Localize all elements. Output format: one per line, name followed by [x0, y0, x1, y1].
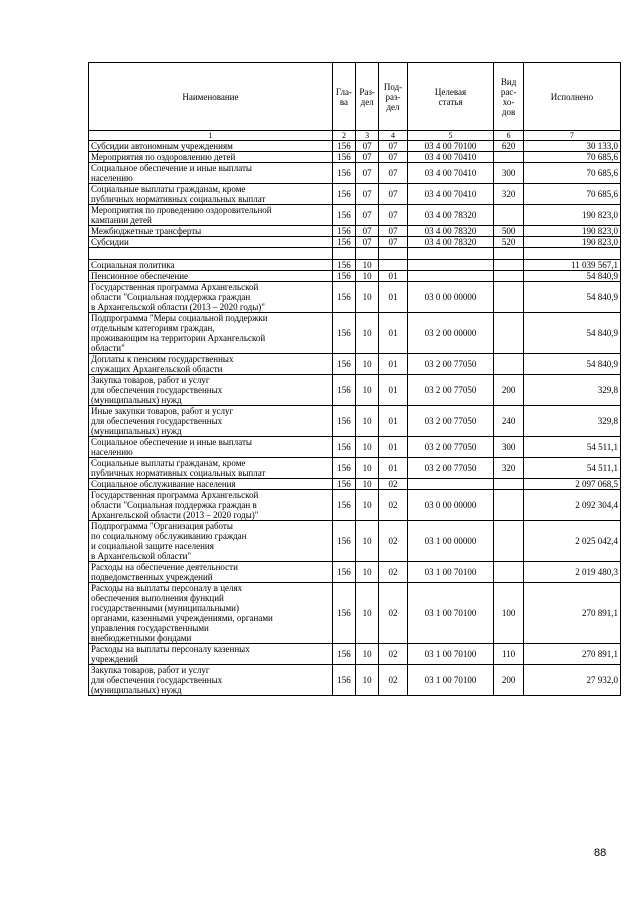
cell-razdel: 10 [356, 562, 379, 583]
header-razdel: Раз- дел [356, 63, 379, 131]
cell-done: 70 685,6 [523, 163, 620, 184]
cell-glava: 156 [332, 152, 355, 163]
cell-name: Социальное обеспечение и иные выплаты населению [89, 163, 333, 184]
cell-target [407, 271, 494, 282]
cell-vid [494, 490, 524, 521]
cell-target: 03 2 00 00000 [407, 313, 494, 354]
cell-name: Социальные выплаты гражданам, кроме публичных нормативных социальных выплат [89, 184, 333, 205]
cell-podrazdel: 01 [379, 458, 408, 479]
header-glava: Гла- ва [332, 63, 355, 131]
cell-glava: 156 [332, 437, 355, 458]
cell-podrazdel: 07 [379, 163, 408, 184]
cell-done: 270 891,1 [523, 644, 620, 665]
cell-podrazdel: 01 [379, 313, 408, 354]
table-row [89, 141, 621, 152]
cell-target [407, 260, 494, 271]
cell-razdel: 10 [356, 375, 379, 406]
cell-name: Подпрограмма "Меры социальной поддержки отдельным категориям граждан, проживающим на территории Архангельской области" [89, 313, 333, 354]
cell-podrazdel: 01 [379, 282, 408, 313]
cell-glava: 156 [332, 184, 355, 205]
cell-glava: 156 [332, 205, 355, 226]
column-number: 1 [89, 131, 333, 141]
cell-podrazdel: 01 [379, 375, 408, 406]
cell-done: 54 840,9 [523, 354, 620, 375]
cell-glava: 156 [332, 458, 355, 479]
table-row [89, 354, 621, 375]
table-row [89, 237, 621, 248]
cell-razdel: 10 [356, 260, 379, 271]
cell-glava: 156 [332, 375, 355, 406]
cell-done: 30 133,0 [523, 141, 620, 152]
cell-done: 54 840,9 [523, 282, 620, 313]
cell-razdel: 10 [356, 644, 379, 665]
cell-glava: 156 [332, 282, 355, 313]
cell-name: Пенсионное обеспечение [89, 271, 333, 282]
cell-done: 54 840,9 [523, 313, 620, 354]
table-row [89, 479, 621, 490]
cell-name: Расходы на выплаты персоналу в целях обеспечения выполнения функций государственными (муниципальными) органами, казенными учреждениями, органами управления государственными внебюджетными фондами [89, 583, 333, 644]
cell-done: 190 823,0 [523, 205, 620, 226]
cell-vid: 240 [494, 406, 524, 437]
cell-glava: 156 [332, 163, 355, 184]
header-done: Исполнено [523, 63, 620, 131]
cell-name: Субсидии автономным учреждениям [89, 141, 333, 152]
cell-name: Мероприятия по оздоровлению детей [89, 152, 333, 163]
cell-vid [494, 271, 524, 282]
cell-name: Иные закупки товаров, работ и услуг для обеспечения государственных (муниципальных) нужд [89, 406, 333, 437]
cell-razdel: 10 [356, 583, 379, 644]
table-row [89, 583, 621, 644]
cell-target: 03 4 00 70100 [407, 141, 494, 152]
cell-podrazdel: 01 [379, 354, 408, 375]
cell-name: Межбюджетные трансферты [89, 226, 333, 237]
table-row [89, 163, 621, 184]
cell-target: 03 2 00 77050 [407, 458, 494, 479]
cell-glava: 156 [332, 562, 355, 583]
cell-razdel: 10 [356, 458, 379, 479]
cell-vid [494, 562, 524, 583]
cell-done: 11 039 567,1 [523, 260, 620, 271]
cell-vid [494, 521, 524, 562]
table-header-row [89, 63, 621, 131]
cell-razdel: 10 [356, 665, 379, 696]
table-row [89, 205, 621, 226]
cell-razdel: 10 [356, 313, 379, 354]
header-target: Целевая статья [407, 63, 494, 131]
header-name: Наименование [89, 63, 333, 131]
cell-glava: 156 [332, 583, 355, 644]
cell-target: 03 0 00 00000 [407, 490, 494, 521]
cell-target: 03 0 00 00000 [407, 282, 494, 313]
cell-done: 2 092 304,4 [523, 490, 620, 521]
table-row [89, 644, 621, 665]
cell-name: Социальное обеспечение и иные выплаты населению [89, 437, 333, 458]
cell-name: Подпрограмма "Организация работы по социальному обслуживанию граждан и социальной защите населения в Архангельской области" [89, 521, 333, 562]
cell-glava: 156 [332, 521, 355, 562]
cell-done: 190 823,0 [523, 226, 620, 237]
cell-target [407, 479, 494, 490]
table-row [89, 521, 621, 562]
cell-glava: 156 [332, 479, 355, 490]
cell-vid [494, 479, 524, 490]
cell-glava [332, 248, 355, 260]
table-row [89, 665, 621, 696]
cell-target: 03 1 00 70100 [407, 583, 494, 644]
cell-glava: 156 [332, 237, 355, 248]
cell-target: 03 4 00 70410 [407, 184, 494, 205]
cell-vid [494, 205, 524, 226]
table-row [89, 458, 621, 479]
cell-razdel: 10 [356, 479, 379, 490]
cell-razdel: 10 [356, 406, 379, 437]
column-number: 3 [356, 131, 379, 141]
cell-name: Закупка товаров, работ и услуг для обеспечения государственных (муниципальных) нужд [89, 375, 333, 406]
cell-name: Социальное обслуживание населения [89, 479, 333, 490]
cell-vid: 520 [494, 237, 524, 248]
cell-razdel: 10 [356, 490, 379, 521]
cell-done: 2 019 480,3 [523, 562, 620, 583]
cell-name: Социальная политика [89, 260, 333, 271]
table-body [89, 141, 621, 696]
page-number: 88 [594, 847, 607, 859]
cell-name: Расходы на выплаты персоналу казенных учреждений [89, 644, 333, 665]
budget-table [88, 62, 621, 696]
cell-podrazdel: 01 [379, 437, 408, 458]
cell-glava: 156 [332, 141, 355, 152]
table-row [89, 282, 621, 313]
cell-podrazdel: 07 [379, 205, 408, 226]
cell-podrazdel: 07 [379, 152, 408, 163]
cell-podrazdel: 01 [379, 406, 408, 437]
cell-glava: 156 [332, 313, 355, 354]
column-number: 7 [523, 131, 620, 141]
cell-vid: 320 [494, 458, 524, 479]
cell-target: 03 2 00 77050 [407, 437, 494, 458]
cell-target: 03 1 00 70100 [407, 665, 494, 696]
cell-vid [494, 260, 524, 271]
column-number: 6 [494, 131, 524, 141]
cell-done: 2 097 068,5 [523, 479, 620, 490]
cell-vid [494, 354, 524, 375]
header-podrazdel: Под- раз- дел [379, 63, 408, 131]
cell-podrazdel: 02 [379, 562, 408, 583]
cell-glava: 156 [332, 490, 355, 521]
cell-glava: 156 [332, 665, 355, 696]
cell-razdel [356, 248, 379, 260]
cell-glava: 156 [332, 644, 355, 665]
table-row [89, 375, 621, 406]
cell-done: 2 025 042,4 [523, 521, 620, 562]
cell-done: 70 685,6 [523, 152, 620, 163]
cell-target [407, 248, 494, 260]
cell-razdel: 07 [356, 226, 379, 237]
cell-vid [494, 282, 524, 313]
table-row [89, 184, 621, 205]
cell-vid [494, 248, 524, 260]
cell-name: Доплаты к пенсиям государственных служащих Архангельской области [89, 354, 333, 375]
cell-podrazdel [379, 260, 408, 271]
cell-done: 27 932,0 [523, 665, 620, 696]
cell-podrazdel: 07 [379, 141, 408, 152]
cell-name: Мероприятия по проведению оздоровительной кампании детей [89, 205, 333, 226]
cell-vid [494, 152, 524, 163]
cell-podrazdel: 02 [379, 665, 408, 696]
cell-podrazdel: 02 [379, 583, 408, 644]
cell-done: 329,8 [523, 406, 620, 437]
cell-vid: 300 [494, 163, 524, 184]
table-row [89, 562, 621, 583]
cell-razdel: 10 [356, 354, 379, 375]
cell-vid: 500 [494, 226, 524, 237]
cell-podrazdel: 07 [379, 184, 408, 205]
cell-done: 54 511,1 [523, 437, 620, 458]
cell-vid: 300 [494, 437, 524, 458]
cell-name: Государственная программа Архангельской области "Социальная поддержка граждан в Архангельской области (2013 – 2020 годы)" [89, 282, 333, 313]
cell-vid: 200 [494, 665, 524, 696]
cell-glava: 156 [332, 406, 355, 437]
table-row [89, 248, 621, 260]
cell-razdel: 07 [356, 163, 379, 184]
cell-podrazdel: 07 [379, 226, 408, 237]
cell-razdel: 07 [356, 205, 379, 226]
cell-razdel: 10 [356, 282, 379, 313]
header-vid: Вид рас- хо- дов [494, 63, 524, 131]
cell-done: 70 685,6 [523, 184, 620, 205]
cell-glava: 156 [332, 271, 355, 282]
cell-podrazdel: 07 [379, 237, 408, 248]
cell-razdel: 07 [356, 152, 379, 163]
cell-vid: 320 [494, 184, 524, 205]
table-row [89, 490, 621, 521]
cell-vid [494, 313, 524, 354]
cell-done [523, 248, 620, 260]
cell-done: 54 840,9 [523, 271, 620, 282]
cell-podrazdel: 02 [379, 479, 408, 490]
column-number-row [89, 131, 621, 141]
cell-vid: 620 [494, 141, 524, 152]
cell-podrazdel: 01 [379, 271, 408, 282]
cell-target: 03 1 00 70100 [407, 644, 494, 665]
cell-glava: 156 [332, 226, 355, 237]
table-row [89, 313, 621, 354]
cell-target: 03 2 00 77050 [407, 375, 494, 406]
cell-glava: 156 [332, 260, 355, 271]
cell-podrazdel: 02 [379, 490, 408, 521]
cell-name: Закупка товаров, работ и услуг для обеспечения государственных (муниципальных) нужд [89, 665, 333, 696]
cell-razdel: 10 [356, 521, 379, 562]
table-row [89, 406, 621, 437]
cell-name [89, 248, 333, 260]
cell-target: 03 4 00 78320 [407, 205, 494, 226]
cell-target: 03 2 00 77050 [407, 406, 494, 437]
cell-vid: 100 [494, 583, 524, 644]
cell-name: Субсидии [89, 237, 333, 248]
column-number: 2 [332, 131, 355, 141]
cell-target: 03 1 00 00000 [407, 521, 494, 562]
table-row [89, 260, 621, 271]
cell-name: Расходы на обеспечение деятельности подведомственных учреждений [89, 562, 333, 583]
table-row [89, 271, 621, 282]
cell-name: Социальные выплаты гражданам, кроме публичных нормативных социальных выплат [89, 458, 333, 479]
cell-razdel: 07 [356, 237, 379, 248]
cell-target: 03 4 00 78320 [407, 237, 494, 248]
column-number: 4 [379, 131, 408, 141]
cell-name: Государственная программа Архангельской области "Социальная поддержка граждан в Архангельской области (2013 – 2020 годы)" [89, 490, 333, 521]
cell-done: 329,8 [523, 375, 620, 406]
table-row [89, 226, 621, 237]
cell-podrazdel [379, 248, 408, 260]
cell-vid: 200 [494, 375, 524, 406]
cell-done: 190 823,0 [523, 237, 620, 248]
cell-target: 03 4 00 70410 [407, 163, 494, 184]
cell-razdel: 10 [356, 271, 379, 282]
cell-target: 03 1 00 70100 [407, 562, 494, 583]
column-number: 5 [407, 131, 494, 141]
cell-vid: 110 [494, 644, 524, 665]
cell-target: 03 2 00 77050 [407, 354, 494, 375]
cell-target: 03 4 00 70410 [407, 152, 494, 163]
cell-done: 270 891,1 [523, 583, 620, 644]
table-row [89, 437, 621, 458]
table-row [89, 152, 621, 163]
cell-target: 03 4 00 78320 [407, 226, 494, 237]
cell-razdel: 07 [356, 184, 379, 205]
cell-glava: 156 [332, 354, 355, 375]
cell-razdel: 07 [356, 141, 379, 152]
cell-razdel: 10 [356, 437, 379, 458]
cell-podrazdel: 02 [379, 521, 408, 562]
cell-done: 54 511,1 [523, 458, 620, 479]
cell-podrazdel: 02 [379, 644, 408, 665]
